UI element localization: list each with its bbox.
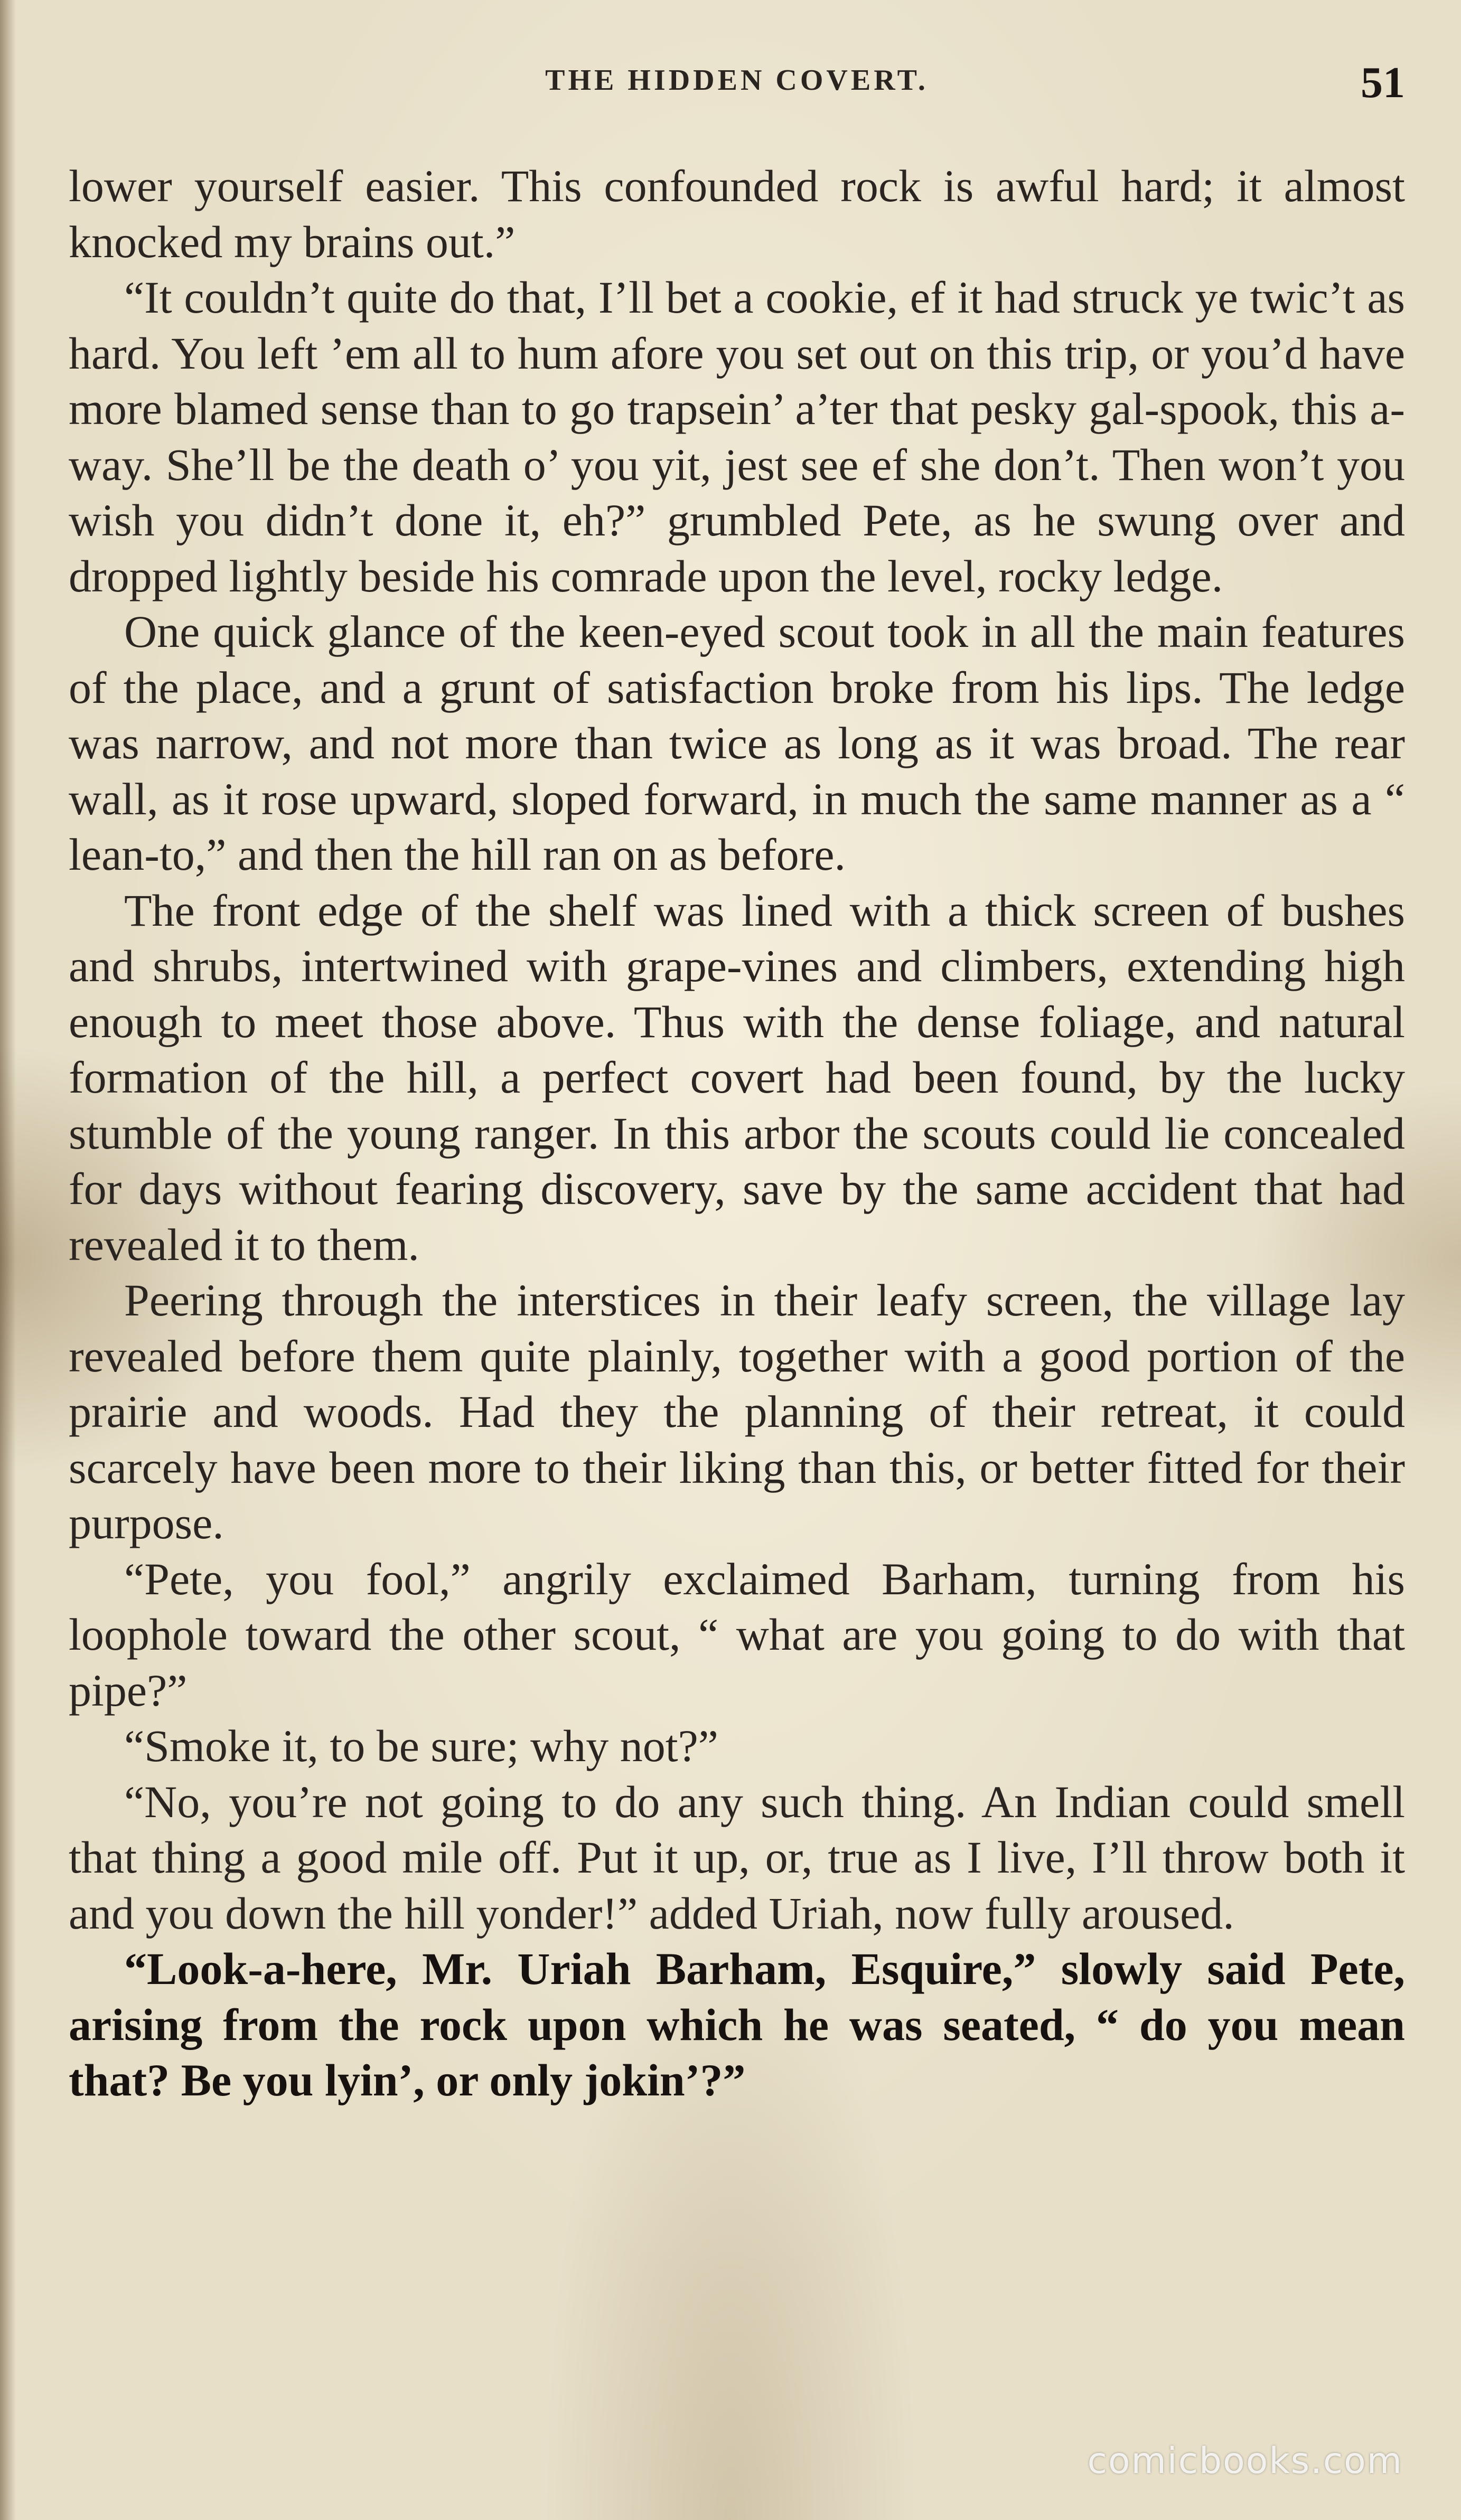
- paragraph: “It couldn’t quite do that, I’ll bet a cookie, ef it had struck ye twic’t as hard. You left ’em all to hum afore you set out on this trip, or you’d have more blamed sense than to go trapsein’ a’ter that pesky gal-spook, this a-way. She’ll be the death o’ you yit, jest see ef she don’t. Then won’t you wish you didn’t done it, eh?” grumbled Pete, as he swung over and dropped lightly beside his comrade upon the level, rocky ledge.: [69, 272, 1405, 601]
- paragraph: Peering through the interstices in their leafy screen, the village lay revealed before them quite plainly, together with a good portion of the prairie and woods. Had they the planning of their retreat, it could scarcely have been more to their liking than this, or better fitted for their purpose.: [69, 1275, 1405, 1548]
- body-text: [69, 158, 1405, 2109]
- paragraph: “Smoke it, to be sure; why not?”: [124, 1720, 718, 1771]
- page-number: 51: [1361, 58, 1405, 107]
- page-gutter-shadow: [0, 0, 16, 2520]
- paragraph: lower yourself easier. This confounded rock is awful hard; it almost knocked my brains out.”: [69, 161, 1405, 267]
- paragraph: “Pete, you fool,” angrily exclaimed Barham, turning from his loophole toward the other scout, “ what are you going to do with that pipe?”: [69, 1553, 1405, 1716]
- running-head: [69, 58, 1405, 111]
- chapter-running-title: THE HIDDEN COVERT.: [545, 64, 929, 97]
- watermark: comicbooks.com: [1087, 2440, 1403, 2482]
- paragraph: One quick glance of the keen-eyed scout took in all the main features of the place, and a grunt of satisfaction broke from his lips. The ledge was narrow, and not more than twice as long as it was broad. The rear wall, as it rose upward, sloped forward, in much the same manner as a “ lean-to,” and then the hill ran on as before.: [69, 606, 1405, 880]
- paragraph: “No, you’re not going to do any such thing. An Indian could smell that thing a good mile off. Put it up, or, true as I live, I’ll throw both it and you down the hill yonder!” added Uriah, now fully aroused.: [69, 1776, 1405, 1939]
- paragraph: “Look-a-here, Mr. Uriah Barham, Esquire,” slowly said Pete, arising from the rock upon which he was seated, “ do you mean that? Be you lyin’, or only jokin’?”: [69, 1943, 1405, 2105]
- paragraph: The front edge of the shelf was lined with a thick screen of bushes and shrubs, intertwined with grape-vines and climbers, extending high enough to meet those above. Thus with the dense foliage, and natural formation of the hill, a perfect covert had been found, by the lucky stumble of the young ranger. In this arbor the scouts could lie concealed for days without fearing discovery, save by the same accident that had revealed it to them.: [69, 885, 1405, 1270]
